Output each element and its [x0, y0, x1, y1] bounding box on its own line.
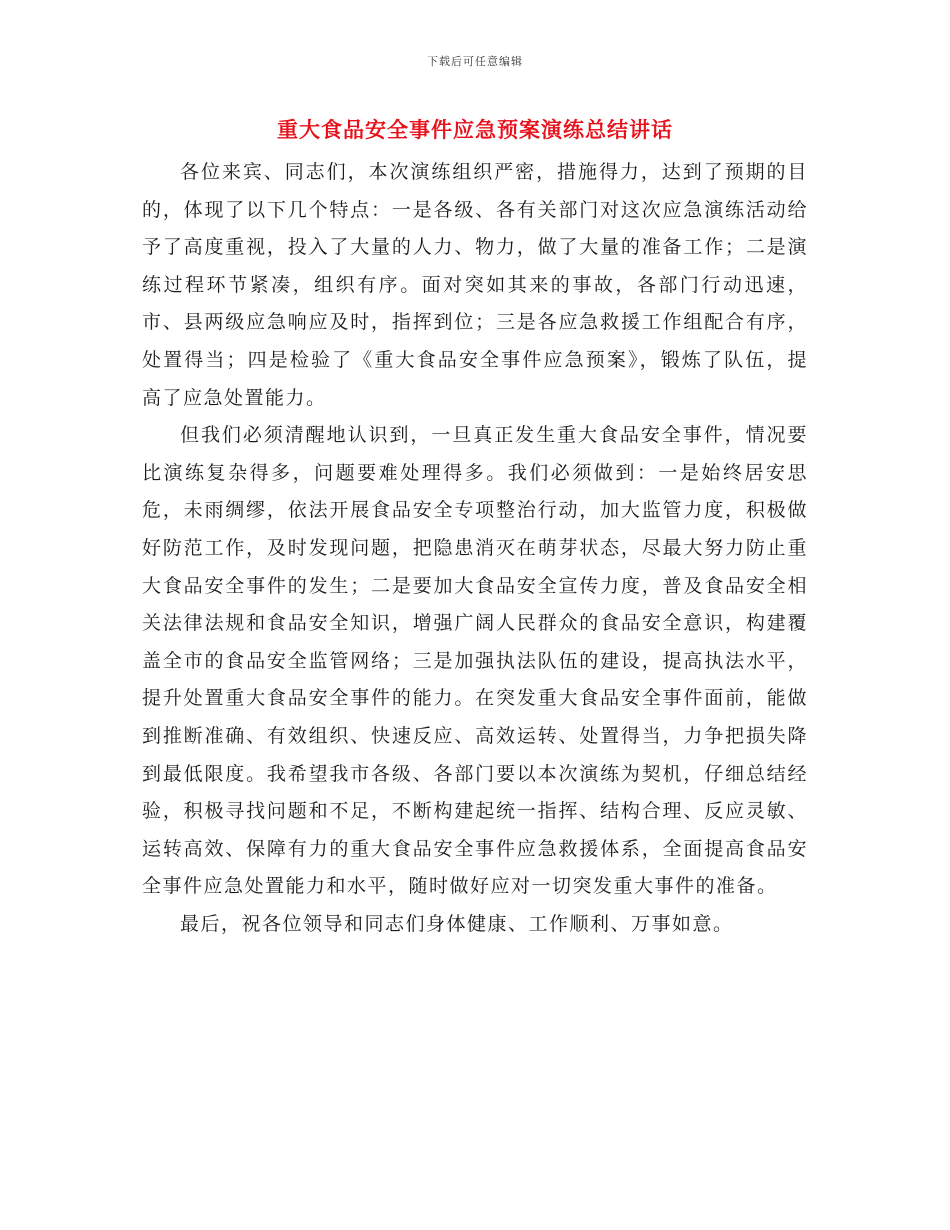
header-note: 下载后可任意编辑 — [427, 55, 523, 68]
document-title: 重大食品安全事件应急预案演练总结讲话 — [277, 117, 673, 142]
paragraph-opening: 各位来宾、同志们，本次演练组织严密，措施得力，达到了预期的目的，体现了以下几个特点：一是各级、各有关部门对这次应急演练活动给予了高度重视，投入了大量的人力、物力，做了大量的准备工作；二是演练过程环节紧凑，组织有序。面对突如其来的事故，各部门行动迅速，市、县两级应急响应及时，指挥到位；三是各应急救援工作组配合有序，处置得当；四是检验了《重大食品安全事件应急预案》，锻炼了队伍，提高了应急处置能力。 — [142, 161, 808, 409]
paragraph-requirements: 但我们必须清醒地认识到，一旦真正发生重大食品安全事件，情况要比演练复杂得多，问题要难处理得多。我们必须做到：一是始终居安思危，未雨绸缪，依法开展食品安全专项整治行动，加大监管力度，积极做好防范工作，及时发现问题，把隐患消灭在萌芽状态，尽最大努力防止重大食品安全事件的发生；二是要加大食品安全宣传力度，普及食品安全相关法律法规和食品安全知识，增强广阔人民群众的食品安全意识，构建覆盖全市的食品安全监管网络；三是加强执法队伍的建设，提高执法水平，提升处置重大食品安全事件的能力。在突发重大食品安全事件面前，能做到推断准确、有效组织、快速反应、高效运转、处置得当，力争把损失降到最低限度。我希望我市各级、各部门要以本次演练为契机，仔细总结经验，积极寻找问题和不足，不断构建起统一指挥、结构合理、反应灵敏、运转高效、保障有力的重大食品安全事件应急救援体系，全面提高食品安全事件应急处置能力和水平，随时做好应对一切突发重大事件的准备。 — [142, 424, 808, 898]
document-body — [142, 154, 808, 943]
paragraph-closing: 最后，祝各位领导和同志们身体健康、工作顺利、万事如意。 — [180, 912, 734, 935]
